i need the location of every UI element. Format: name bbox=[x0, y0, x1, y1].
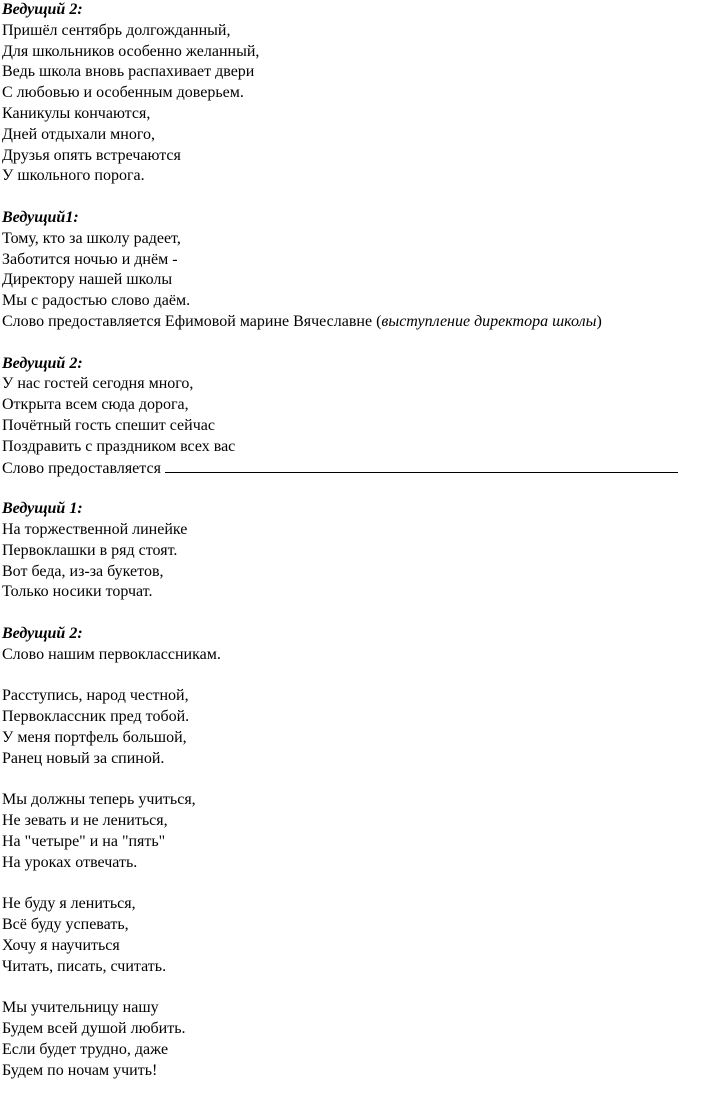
stanza bbox=[2, 894, 704, 977]
verse-line: Почётный гость спешит сейчас bbox=[2, 416, 215, 434]
stanza bbox=[2, 998, 704, 1081]
verse-line: Пришёл сентябрь долгожданный, bbox=[2, 21, 231, 39]
verse-line: Только носики торчат. bbox=[2, 583, 153, 601]
section-host1-firstgraders bbox=[2, 499, 704, 603]
paragraph-gap bbox=[2, 769, 704, 790]
section-host1-director bbox=[2, 208, 704, 333]
verse-line: Вот беда, из-за букетов, bbox=[2, 562, 164, 580]
verse-line: У меня портфель большой, bbox=[2, 728, 187, 746]
verse-line: Первоклассник пред тобой. bbox=[2, 708, 190, 726]
verse-line: Хочу я научиться bbox=[2, 936, 120, 954]
verse-line: Не буду я лениться, bbox=[2, 895, 136, 913]
fill-in-blank-line bbox=[165, 458, 678, 473]
announcement-prefix: Слово предоставляется Ефимовой марине Вячеславне ( bbox=[2, 312, 382, 330]
verse-line: Ранец новый за спиной. bbox=[2, 749, 165, 767]
verse-line: Если будет трудно, даже bbox=[2, 1040, 169, 1058]
speaker-label: Ведущий 1: bbox=[2, 500, 83, 518]
verse-line: Расступись, народ честной, bbox=[2, 687, 189, 705]
verse-line: Первоклашки в ряд стоят. bbox=[2, 541, 178, 559]
stanza bbox=[2, 686, 704, 769]
verse-line: Всё буду успевать, bbox=[2, 916, 129, 934]
announcement-suffix: ) bbox=[596, 312, 602, 330]
verse-line: Не зевать и не лениться, bbox=[2, 812, 168, 830]
section-host2-guest bbox=[2, 354, 704, 479]
verse-line: На "четыре" и на "пять" bbox=[2, 832, 166, 850]
verse-line: Будем всей душой любить. bbox=[2, 1020, 186, 1038]
stage-direction: выступление директора школы bbox=[381, 312, 597, 330]
paragraph-gap bbox=[2, 977, 704, 998]
verse-line: Мы с радостью слово даём. bbox=[2, 292, 191, 310]
section-host2-intro bbox=[2, 0, 704, 187]
section-host2-firstgraders-word bbox=[2, 624, 704, 666]
verse-line: У школьного порога. bbox=[2, 167, 145, 185]
verse-line: Каникулы кончаются, bbox=[2, 104, 151, 122]
verse-line: Тому, кто за школу радеет, bbox=[2, 229, 181, 247]
director-announcement bbox=[2, 312, 704, 333]
verse-line: Ведь школа вновь распахивает двери bbox=[2, 63, 255, 81]
verse-line: Друзья опять встречаются bbox=[2, 146, 181, 164]
verse-line: Открыта всем сюда дорога, bbox=[2, 396, 189, 414]
speaker-label: Ведущий 2: bbox=[2, 354, 83, 372]
paragraph-gap bbox=[2, 478, 704, 499]
paragraph-gap bbox=[2, 873, 704, 894]
verse-line: У нас гостей сегодня много, bbox=[2, 375, 194, 393]
speaker-label: Ведущий 2: bbox=[2, 624, 83, 642]
intro-line: Слово нашим первоклассникам. bbox=[2, 645, 221, 663]
verse-line: Читать, писать, считать. bbox=[2, 957, 167, 975]
announcement-prefix: Слово предоставляется bbox=[2, 459, 165, 477]
verse-line: Мы учительницу нашу bbox=[2, 999, 159, 1017]
verse-line: Дней отдыхали много, bbox=[2, 125, 156, 143]
paragraph-gap bbox=[2, 666, 704, 687]
verse-line: С любовью и особенным доверьем. bbox=[2, 84, 244, 102]
guest-announcement bbox=[2, 458, 704, 479]
verse-line: Заботится ночью и днём - bbox=[2, 250, 178, 268]
stanza bbox=[2, 790, 704, 873]
verse-line: Мы должны теперь учиться, bbox=[2, 791, 196, 809]
verse-line: На торжественной линейке bbox=[2, 520, 188, 538]
verse-line: Директору нашей школы bbox=[2, 271, 173, 289]
paragraph-gap bbox=[2, 603, 704, 624]
speaker-label: Ведущий 2: bbox=[2, 1, 83, 18]
paragraph-gap bbox=[2, 187, 704, 208]
verse-line: Поздравить с праздником всех вас bbox=[2, 437, 236, 455]
speaker-label: Ведущий1: bbox=[2, 208, 79, 226]
verse-line: Будем по ночам учить! bbox=[2, 1061, 158, 1079]
verse-line: Для школьников особенно желанный, bbox=[2, 42, 260, 60]
verse-line: На уроках отвечать. bbox=[2, 853, 138, 871]
paragraph-gap bbox=[2, 333, 704, 354]
